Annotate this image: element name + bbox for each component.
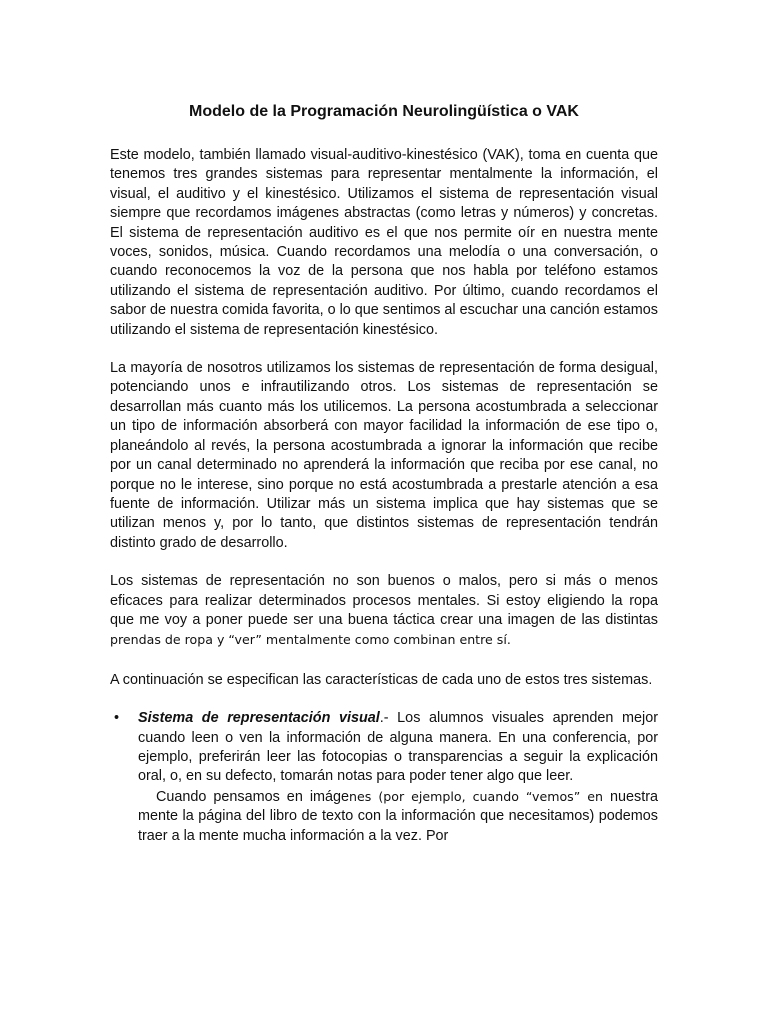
visual-continuation-rest: nuestra mente la página del libro de texto con la información que necesitamos) podemos traer a la mente mucha información a la vez. Por xyxy=(138,788,659,844)
paragraph-intro-list xyxy=(110,670,658,690)
document-page xyxy=(110,102,658,846)
visual-description: Los alumnos visuales aprenden mejor cuando leen o ven la información de alguna manera. En una conferencia, por ejemplo, preferirán leer las fotocopias o transparencias a seguir la explicación oral, o, en su defecto, tomarán notas para poder tener algo que leer. xyxy=(138,710,658,785)
paragraph-intro-list-end: . xyxy=(648,671,653,687)
document-title: Modelo de la Programación Neurolingüística o VAK xyxy=(189,103,579,120)
visual-continuation-alt: nes (por ejemplo, cuando “vemos” en xyxy=(349,788,603,804)
paragraph-intro-list-text: A continuación se especifican las características de cada uno de estos tres sistemas xyxy=(110,671,649,688)
paragraph-efficacy-text: Los sistemas de representación no son buenos o malos, pero si más o menos eficaces para realizar determinados procesos mentales. Si estoy eligiendo la ropa que me voy a poner puede ser una buena táctica crear una imagen de las distintas xyxy=(110,573,658,628)
visual-continuation-text: Cuando pensamos en imáge xyxy=(156,788,350,805)
bullet-icon: • xyxy=(114,710,120,727)
paragraph-usage: La mayoría de nosotros utilizamos los sistemas de representación de forma desigual, potenciando unos e infrautilizando otros. Los sistemas de representación se desarrollan más cuanto más los utilicemos. La persona acostumbrada a seleccionar un tipo de información absorberá con mayor facilidad la información de ese tipo o, planeándolo al revés, la persona acostumbrada a ignorar la información que recibe por un canal determinado no aprenderá la información que reciba por ese canal, no porque no le interese, sino porque no está acostumbrada a prestarle atención a esa fuente de información. Utilizar más un sistema implica que hay sistemas que se utilizan menos y, por lo tanto, que distintos sistemas de representación tendrán distinto grado de desarrollo. xyxy=(110,360,658,551)
paragraph-intro: Este modelo, también llamado visual-auditivo-kinestésico (VAK), toma en cuenta que tenemos tres grandes sistemas para representar mentalmente la información, el visual, el auditivo y el kinestésico. Utilizamos el sistema de representación visual siempre que recordamos imágenes abstractas (como letras y números) y concretas. El sistema de representación auditivo es el que nos permite oír en nuestra mente voces, sonidos, música. Cuando recordamos una melodía o una conversación, o cuando reconocemos la voz de la persona que nos habla por teléfono estamos utilizando el sistema de representación auditivo. Por último, cuando recordamos el sabor de nuestra comida favorita, o lo que sentimos al escuchar una canción estamos utilizando el sistema de representación kinestésico. xyxy=(110,147,658,338)
term-suffix: .- xyxy=(379,710,389,727)
paragraph-efficacy-alt-text: prendas de ropa y “ver” mentalmente como combinan entre sí. xyxy=(110,632,511,648)
systems-list xyxy=(110,709,658,846)
term-visual: Sistema de representación visual xyxy=(138,710,380,727)
paragraph-efficacy xyxy=(110,572,658,651)
list-item-visual xyxy=(110,709,658,846)
